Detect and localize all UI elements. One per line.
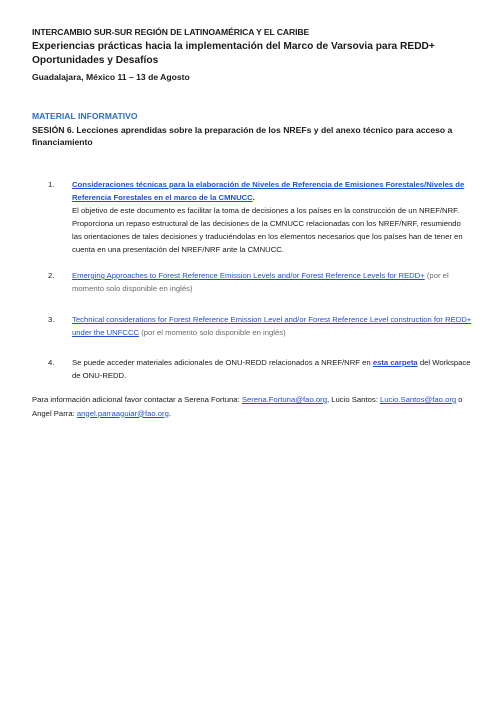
list-item-number: 2. xyxy=(48,271,55,280)
availability-note: (por el momento solo disponible en inglés) xyxy=(139,328,286,337)
event-title: INTERCAMBIO SUR-SUR REGIÓN DE LATINOAMÉRICA Y EL CARIBE xyxy=(32,27,310,37)
event-subtitle: Experiencias prácticas hacia la implementación del Marco de Varsovia para REDD+ Oportunidades y Desafíos xyxy=(32,41,435,66)
link-suffix: . xyxy=(252,193,255,202)
list-item-number: 4. xyxy=(48,358,55,367)
item-description: El objetivo de este documento es facilitar la toma de decisiones a los países en la construcción de un NREF/NRF. Proporciona un repaso estructural de las decisiones de la CMNUCC relacionadas con los NREF/NRF, resumiendo las orientaciones de tales decisiones y traduciéndolas en los elementos necesarios que los países han de tener en cuenta en una presentación del NREF/NRF ante la CMNUCC. xyxy=(72,206,463,254)
contact-separator: , Lucio Santos: xyxy=(326,395,380,404)
session-title: SESIÓN 6. Lecciones aprendidas sobre la preparación de los NREFs y del anexo técnico para acceso a financiamiento xyxy=(32,125,453,147)
item-text: Se puede acceder materiales adicionales de ONU-REDD relacionados a NREF/NRF en xyxy=(72,358,373,367)
email-link-angel[interactable]: angel.parraaguiar@fao.org xyxy=(76,408,169,418)
section-heading: MATERIAL INFORMATIVO xyxy=(32,111,138,121)
list-item xyxy=(48,313,472,339)
document-link[interactable]: Emerging Approaches to Forest Reference Emission Levels and/or Forest Reference Levels for REDD+ xyxy=(72,271,425,280)
folder-link[interactable]: esta carpeta xyxy=(372,358,418,367)
list-item-number: 3. xyxy=(48,315,55,324)
list-item-number: 1. xyxy=(48,180,55,189)
list-item xyxy=(48,269,472,295)
contact-end: . xyxy=(168,408,172,418)
document-link[interactable]: Consideraciones técnicas para la elaboración de Niveles de Referencia de Emisiones Forestales/Niveles de Referencia Forestales en el marco de la CMNUCC xyxy=(72,180,465,202)
email-link-lucio[interactable]: Lucio.Santos@fao.org xyxy=(379,395,457,404)
list-item xyxy=(48,356,472,382)
document-link[interactable]: Technical considerations for Forest Reference Emission Level and/or Forest Reference Level construction for REDD+ under the UNFCCC xyxy=(72,315,472,337)
availability-note: (por el momento solo disponible en inglés) xyxy=(72,271,449,293)
contact-intro: Para información adicional favor contactar a Serena Fortuna: xyxy=(32,395,242,404)
email-link-serena[interactable]: Serena.Fortuna@fao.org xyxy=(241,395,327,404)
event-location-date: Guadalajara, México 11 – 13 de Agosto xyxy=(32,72,190,82)
contact-info xyxy=(32,393,472,420)
item-text-end: del Workspace de ONU-REDD. xyxy=(72,358,471,380)
list-item xyxy=(48,178,472,256)
contact-separator: o Angel Parra: xyxy=(32,395,463,418)
